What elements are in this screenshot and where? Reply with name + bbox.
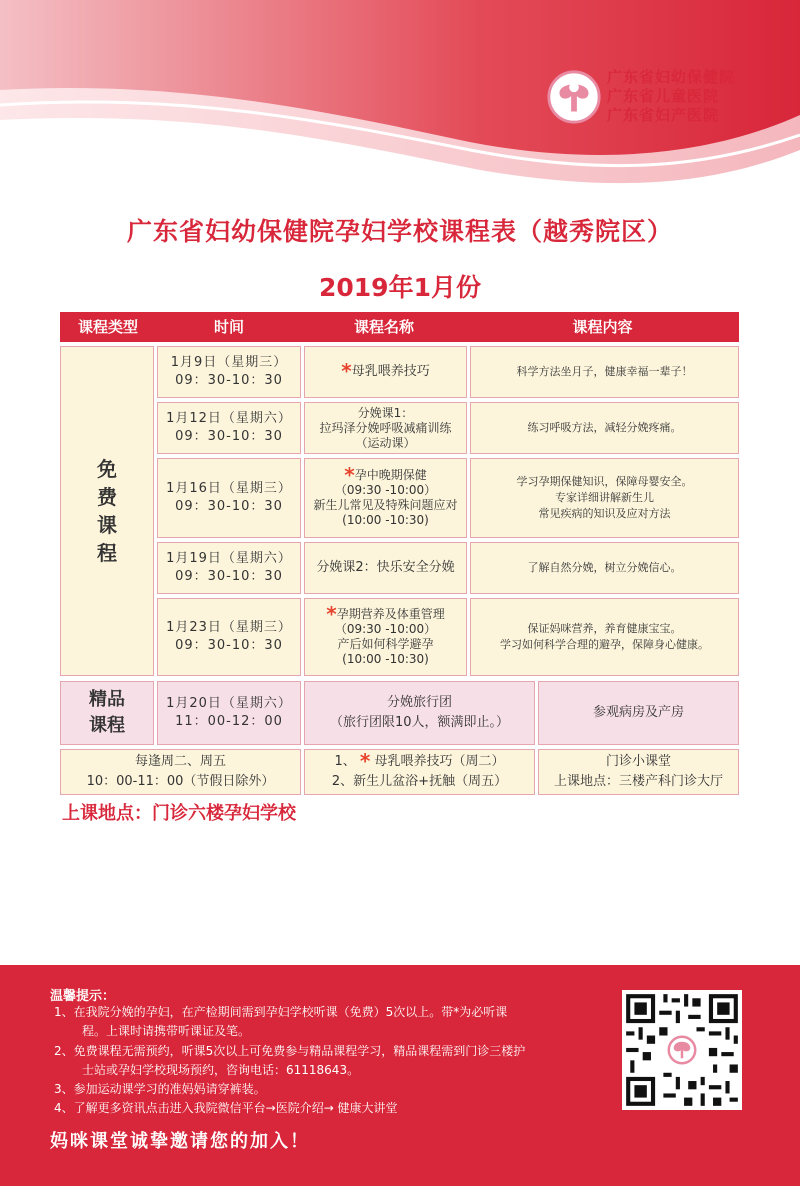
tip-4-line1: 4、了解更多资讯点击进入我院微信平台→医院介绍→ 健康大讲堂 <box>54 1101 398 1115</box>
hospital-emblem-icon <box>545 68 603 126</box>
row3-course-name-line1: 孕中晚期保健 <box>354 468 427 482</box>
row2-time: 09：30-10：30 <box>175 429 283 444</box>
row3-date: 1月16日（星期三） <box>166 481 292 496</box>
free-course-label-cell <box>60 346 154 676</box>
regular-content-line1: 门诊小课堂 <box>605 754 671 769</box>
hospital-logo <box>545 66 755 130</box>
free-course-label: 免 费 课 程 <box>97 457 117 565</box>
regular-name-line1-prefix: 1、 <box>334 754 356 769</box>
logo-line-3: 广东省妇产医院 <box>607 106 720 124</box>
row3-time-cell <box>157 458 301 538</box>
logo-line-1: 广东省妇幼保健院 <box>607 68 736 86</box>
tip-3 <box>54 1080 614 1099</box>
regular-time-cell <box>60 749 301 795</box>
row3-content-line1: 学习孕期保健知识，保障母婴安全。 <box>516 475 693 488</box>
tip-2 <box>54 1042 614 1080</box>
row3-content-line2: 专家详细讲解新生儿 <box>555 491 654 504</box>
page-subtitle: 2019年1月份 <box>319 273 481 302</box>
row2-content-cell <box>470 402 739 454</box>
row3-time: 09：30-10：30 <box>175 499 283 514</box>
row1-content: 科学方法坐月子，健康幸福一辈子！ <box>516 365 693 378</box>
row3-course-name-line4: (10:00 -10:30) <box>342 513 429 527</box>
premium-name-cell <box>304 681 535 745</box>
regular-time-line2: 10：00-11：00（节假日除外） <box>86 774 275 789</box>
premium-course-name-line1: 分娩旅行团 <box>386 695 452 710</box>
row5-time: 09：30-10：30 <box>175 638 283 653</box>
premium-course-name-line2: （旅行团限10人，额满即止。） <box>329 715 510 730</box>
tip-1-line2: 程。上课时请携带听课证及笔。 <box>82 1024 251 1038</box>
class-location: 上课地点：门诊六楼孕妇学校 <box>62 803 296 824</box>
footer-slogan: 妈咪课堂诚挚邀请您的加入！ <box>50 1131 310 1152</box>
row4-content-cell <box>470 542 739 594</box>
required-star-icon: * <box>359 749 371 773</box>
regular-time-line1: 每逢周二、周五 <box>134 754 226 769</box>
row4-course-name: 分娩课2：快乐安全分娩 <box>316 560 455 575</box>
row4-date: 1月19日（星期六） <box>166 551 292 566</box>
row2-content: 练习呼吸方法，减轻分娩疼痛。 <box>527 421 682 434</box>
logo-line-2: 广东省儿童医院 <box>607 87 720 105</box>
premium-content: 参观病房及产房 <box>592 705 684 720</box>
row1-time-cell <box>157 346 301 398</box>
header-course-content: 课程内容 <box>572 318 633 336</box>
premium-course-label: 精品 课程 <box>89 689 125 736</box>
row4-name-cell <box>304 542 467 594</box>
header-time: 时间 <box>213 318 244 336</box>
row4-content: 了解自然分娩，树立分娩信心。 <box>527 561 682 574</box>
premium-date: 1月20日（星期六） <box>166 696 292 711</box>
row2-course-name-line1: 分娩课1： <box>357 405 414 420</box>
required-star-icon: * <box>341 359 352 383</box>
row4-time: 09：30-10：30 <box>175 569 283 584</box>
row1-content-cell <box>470 346 739 398</box>
row2-name-cell <box>304 402 467 454</box>
row1-date: 1月9日（星期三） <box>170 355 288 370</box>
qr-code-icon[interactable] <box>622 990 742 1110</box>
premium-course-label-cell <box>60 681 154 745</box>
row5-course-name-line1: 孕期营养及体重管理 <box>336 607 445 621</box>
row1-course-name: 母乳喂养技巧 <box>351 364 430 379</box>
schedule-table-header <box>60 312 739 342</box>
row3-name-cell <box>304 458 467 538</box>
required-star-icon: * <box>344 463 355 487</box>
page-title: 广东省妇幼保健院孕妇学校课程表（越秀院区） <box>126 217 673 246</box>
tip-1 <box>54 1003 614 1041</box>
row3-course-name-line3: 新生儿常见及特殊问题应对 <box>313 498 458 512</box>
tip-4 <box>54 1099 614 1118</box>
row5-content-line1: 保证妈咪营养，养育健康宝宝。 <box>527 622 682 635</box>
premium-time: 11：00-12：00 <box>175 714 283 729</box>
header-course-type: 课程类型 <box>77 318 138 336</box>
row5-content-line2: 学习如何科学合理的避孕，保障身心健康。 <box>500 638 709 651</box>
row5-time-cell <box>157 598 301 676</box>
row2-course-name-line2: 拉玛泽分娩呼吸减痛训练 <box>319 420 452 435</box>
row5-name-cell <box>304 598 467 676</box>
row2-time-cell <box>157 402 301 454</box>
row5-course-name-line4: (10:00 -10:30) <box>342 652 429 666</box>
regular-content-line2: 上课地点：三楼产科门诊大厅 <box>553 774 723 789</box>
row5-content-cell <box>470 598 739 676</box>
regular-name-line1-text: 母乳喂养技巧（周二） <box>374 754 505 769</box>
tip-2-line2: 士站或孕妇学校现场预约，咨询电话：61118643。 <box>82 1063 360 1077</box>
row5-course-name-line3: 产后如何科学避孕 <box>337 637 434 651</box>
row3-course-name-line2: （09:30 -10:00） <box>334 483 437 497</box>
required-star-icon: * <box>326 602 337 626</box>
tip-1-line1: 1、在我院分娩的孕妇，在产检期间需到孕妇学校听课（免费）5次以上。带*为必听课 <box>54 1005 508 1019</box>
tips-title: 温馨提示： <box>50 989 116 1004</box>
tip-2-line1: 2、免费课程无需预约，听课5次以上可免费参与精品课程学习，精品课程需到门诊三楼护 <box>54 1044 526 1058</box>
row3-content-cell <box>470 458 739 538</box>
row2-course-name-line3: （运动课） <box>355 435 416 450</box>
row5-date: 1月23日（星期三） <box>166 620 292 635</box>
row4-time-cell <box>157 542 301 594</box>
regular-name-line2: 2、新生儿盆浴+抚触（周五） <box>331 774 508 789</box>
premium-content-cell <box>538 681 739 745</box>
row3-content-line3: 常见疾病的知识及应对方法 <box>538 507 671 520</box>
tip-3-line1: 3、参加运动课学习的准妈妈请穿裤装。 <box>54 1082 266 1096</box>
regular-content-cell <box>538 749 739 795</box>
regular-name-cell <box>304 749 535 795</box>
premium-time-cell <box>157 681 301 745</box>
header-course-name: 课程名称 <box>353 318 414 336</box>
row1-time: 09：30-10：30 <box>175 373 283 388</box>
row1-name-cell <box>304 346 467 398</box>
row2-date: 1月12日（星期六） <box>166 411 292 426</box>
row5-course-name-line2: （09:30 -10:00） <box>334 622 437 636</box>
